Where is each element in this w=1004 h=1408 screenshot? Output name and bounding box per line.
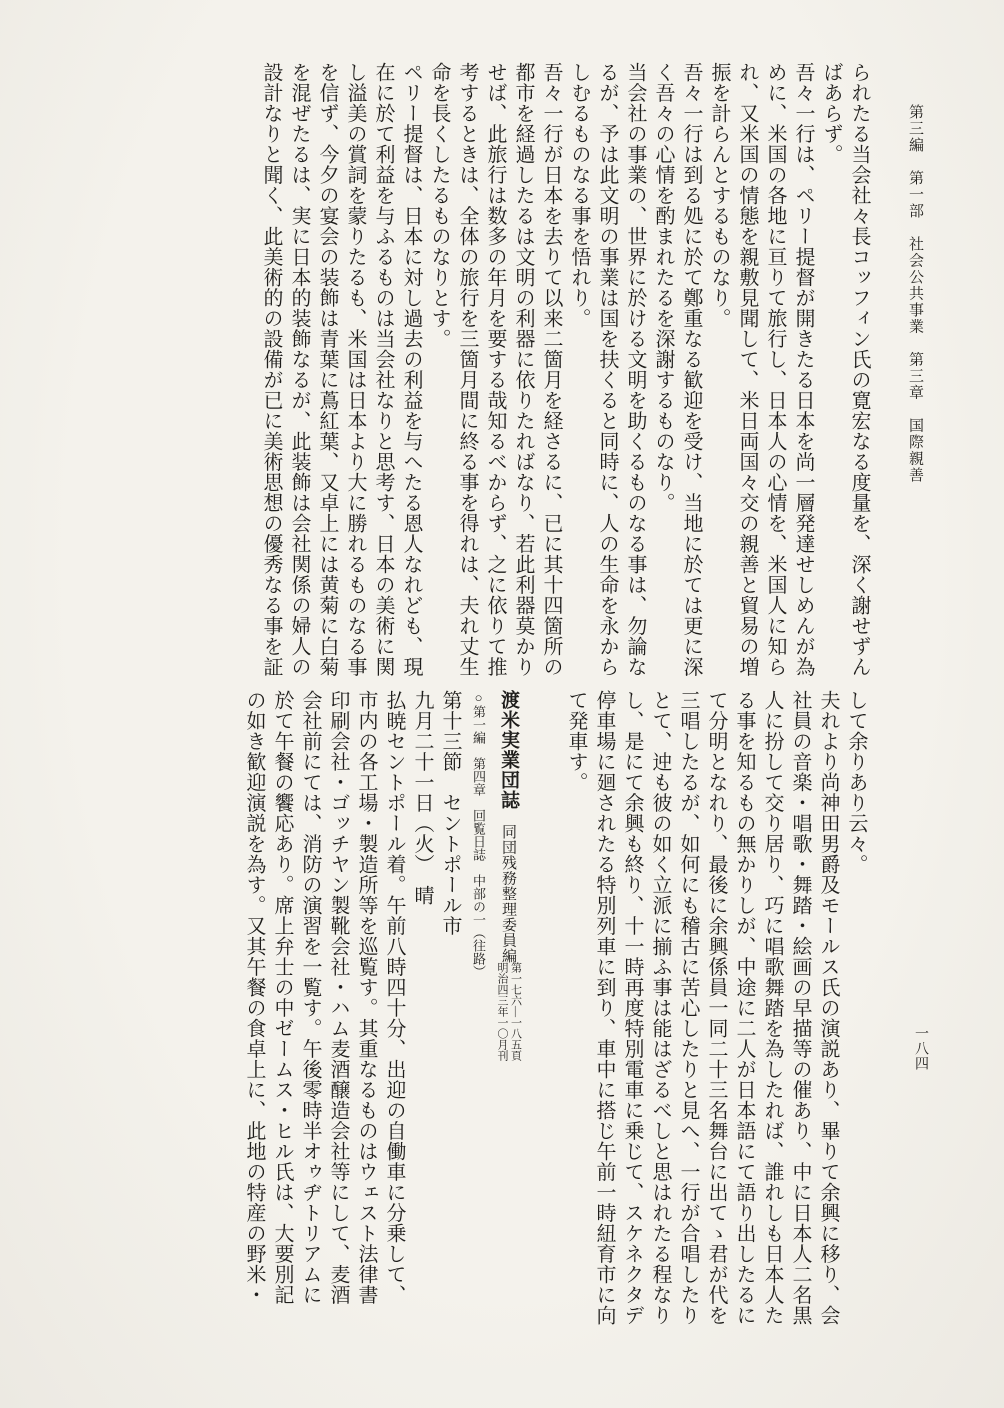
text-column: 市内の各工場・製造所等を巡覧す。其重なるものはウェスト法律書 xyxy=(355,690,377,1305)
text-column: 在に於て利益を与ふるものは当会社なりと思考す、日本の美術に関 xyxy=(372,62,394,677)
text-column: て発車す。 xyxy=(565,690,587,793)
text-column: して余りあり云々。 xyxy=(845,690,867,875)
text-column: しむるものなる事を悟れり。 xyxy=(568,62,590,329)
text-column: て分明となれり、最後に余興係員一同二十三名舞台に出てゝ君が代を xyxy=(705,690,727,1326)
text-column: とて、迚も彼の如く立派に揃ふ事は能はざるべしと思はれたる程なり xyxy=(649,690,671,1326)
text-column: を混ぜたるは、実に日本的装飾なるが、此装飾は会社関係の婦人の xyxy=(288,62,310,677)
text-column: ペリー提督は、日本に対し過去の利益を与へたる恩人なれども、現 xyxy=(400,62,422,677)
text-column: 吾々一行は、ペリー提督が開きたる日本を尚一層発達せしめんが為 xyxy=(792,62,814,677)
text-column: 社員の音楽・唱歌・舞踏・絵画の早描等の催あり、中に日本人二名黒 xyxy=(789,690,811,1326)
text-column: る事を知るもの無かりしが、中途に二人が日本語にて語り出したるに xyxy=(733,690,755,1326)
date-line: 九月二十一日（火） 晴 xyxy=(411,690,433,906)
text-column: せば、此旅行は数多の年月を要する哉知るべからず、之に依りて推 xyxy=(484,62,506,677)
text-column: るが、予は此文明の事業は国を扶くると同時に、人の生命を永から xyxy=(596,62,618,677)
text-column: の如き歓迎演説を為す。又其午餐の食卓上に、此地の特産の野米・ xyxy=(243,690,265,1305)
text-column: し、是にて余興も終り、十一時再度特別電車に乗じて、スケネクタデ xyxy=(621,690,643,1326)
page-range: 第一七六―一八五頁 xyxy=(509,962,522,1061)
text-column: られたる当会社々長コッフィン氏の寛宏なる度量を、深く謝せずん xyxy=(848,62,870,677)
chapter-header: 第三編 第一部 社会公共事業 第三章 国際親善 xyxy=(907,104,923,484)
bottom-text-block xyxy=(236,690,874,1350)
text-column: く吾々の心情を酌まれたるを深謝するものなり。 xyxy=(652,62,674,513)
text-column: し溢美の賞詞を蒙りたるも、米国は日本より大に勝れるものなる事 xyxy=(344,62,366,677)
text-column: 人に扮して交り居り、巧に唱歌舞踏を為したれば、誰れしも日本人た xyxy=(761,690,783,1326)
text-column: 三唱したるが、如何にも稽古に苦心したりと見へ、一行が合唱したり xyxy=(677,690,699,1326)
volume-annotation: ○第一編 第四章 回覧日誌 中部の一（往路） xyxy=(471,690,486,978)
text-column: を信ず、今夕の宴会の装飾は青葉に蔦紅葉、又卓上には黄菊に白菊 xyxy=(316,62,338,677)
text-column: 当会社の事業の、世界に於ける文明を助くるものなる事は、勿論な xyxy=(624,62,646,677)
text-column: めに、米国の各地に亘りて旅行し、日本人の心情を、米国人に知ら xyxy=(764,62,786,677)
text-column: 印刷会社・ゴッチヤン製靴会社・ハム麦酒醸造会社等にして、麦酒 xyxy=(327,690,349,1305)
text-column: 夫れより尚神田男爵及モールス氏の演説あり、畢りて余興に移り、会 xyxy=(817,690,839,1326)
text-column: 停車場に廻されたる特別列車に到り、車中に搭じ午前一時紐育市に向 xyxy=(593,690,615,1326)
text-column: 於て午餐の饗応あり。席上弁士の中ゼームス・ヒル氏は、大要別記 xyxy=(271,690,293,1305)
text-column: 命を長くしたるものなりとす。 xyxy=(428,62,450,349)
text-column: 設計なりと聞く、此美術的の設備が已に美術思想の優秀なる事を証 xyxy=(260,62,282,677)
journal-editor: 同団残務整理委員編 xyxy=(500,824,516,964)
publication-info xyxy=(495,962,524,1061)
text-column: 考するときは、全体の旅行を三箇月間に終る事を得れは、夫れ丈生 xyxy=(456,62,478,677)
journal-title: 渡米実業団誌 xyxy=(498,690,519,810)
text-column: 吾々一行が日本を去りて以来二箇月を経さるに、已に其十四箇所の xyxy=(540,62,562,677)
publication-date: 明治四三年一〇月刊 xyxy=(496,962,508,1061)
text-column: 吾々一行は到る処に於て鄭重なる歓迎を受け、当地に於ては更に深 xyxy=(680,62,702,677)
page-number: 一八四 xyxy=(913,1026,928,1071)
text-column: 振を計らんとするものなり。 xyxy=(708,62,730,329)
top-text-block xyxy=(253,62,877,687)
text-column: ばあらず。 xyxy=(820,62,842,165)
text-column: 払暁セントポール着。午前八時四十分、出迎の自働車に分乗して、 xyxy=(383,690,405,1305)
text-column: 会社前にては、消防の演習を一覧す。午後零時半オゥヂトリアムに xyxy=(299,690,321,1305)
section-heading: 第十三節 セントポール市 xyxy=(439,690,461,936)
text-column: 都市を経過したるは文明の利器に依りたればなり、若此利器莫かり xyxy=(512,62,534,677)
bibliography-entry xyxy=(496,690,520,1350)
text-column: れ、又米国の情態を親敷見聞して、米日両国々交の親善と貿易の増 xyxy=(736,62,758,677)
